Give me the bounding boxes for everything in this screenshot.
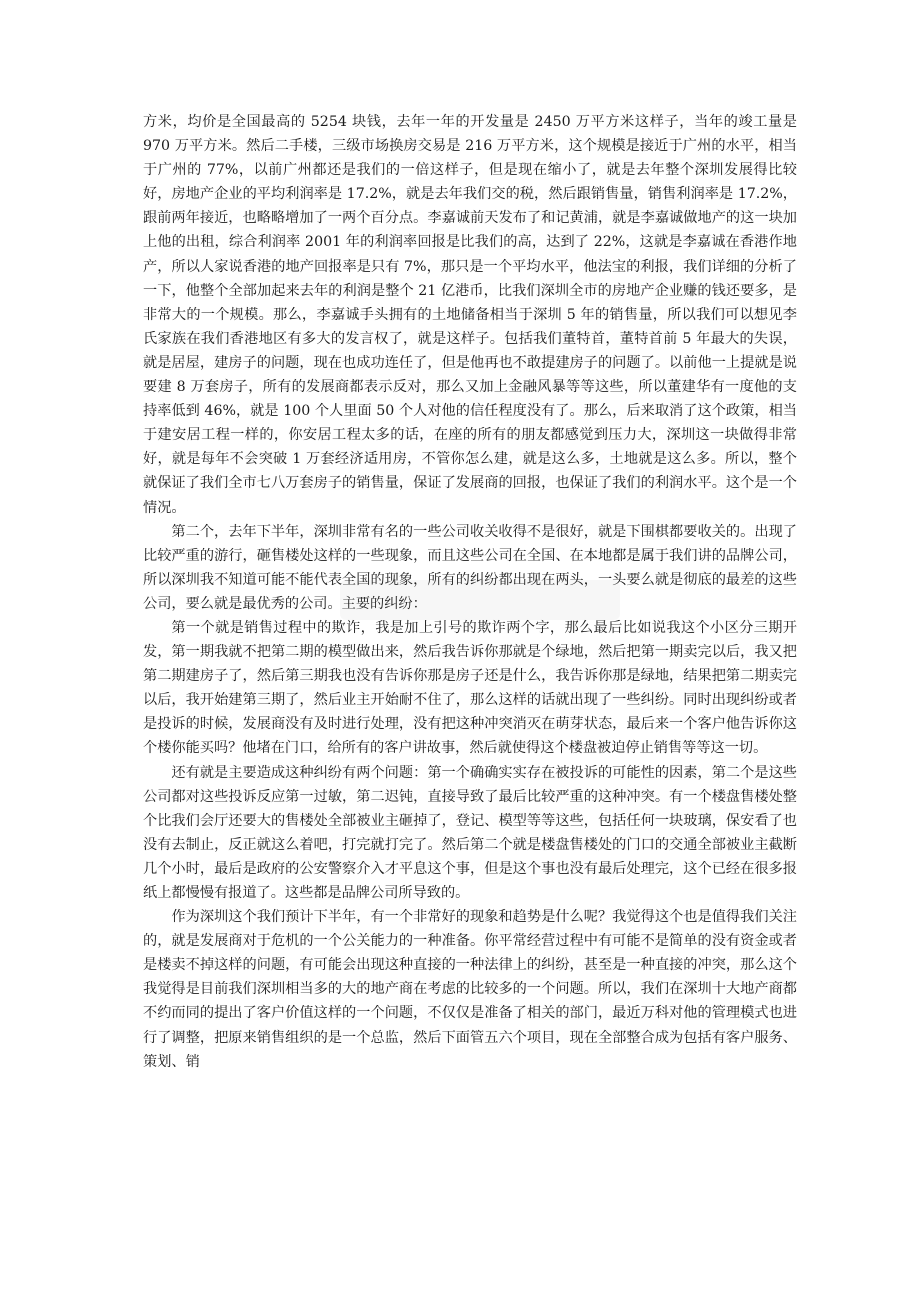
paragraph-3: 第一个就是销售过程中的欺诈，我是加上引号的欺诈两个字，那么最后比如说我这个小区分三期开发，第一期我就不把第二期的模型做出来，然后我告诉你那就是个绿地，然后把第一期卖完以后，我又把第二期建房子了，然后第三期我也没有告诉你那是房子还是什么，我告诉你那是绿地，结果把第二期卖完以后，我开始建第三期了，然后业主开始耐不住了，那么这样的话就出现了一些纠纷。同时出现纠纷或者是投诉的时候，发展商没有及时进行处理，没有把这种冲突消灭在萌芽状态，最后来一个客户他告诉你这个楼你能买吗？他堵在门口，给所有的客户讲故事，然后就使得这个楼盘被迫停止销售等等这一切。 <box>143 619 797 757</box>
paragraph-4: 还有就是主要造成这种纠纷有两个问题：第一个确确实实存在被投诉的可能性的因素，第二个是这些公司都对这些投诉反应第一过敏，第二迟钝，直接导致了最后比较严重的这种冲突。有一个楼盘售楼处整个比我们会厅还要大的售楼处全部被业主砸掉了，登记、模型等等这些，包括任何一块玻璃，保安看了也没有去制止，反正就这么着吧，打完就打完了。然后第二个就是楼盘售楼处的门口的交通全部被业主截断几个小时，最后是政府的公安警察介入才平息这个事，但是这个事也没有最后处理完，这个已经在很多报纸上都慢慢有报道了。这些都是品牌公司所导致的。 <box>143 764 797 901</box>
document-body <box>143 110 797 1074</box>
paragraph-5: 作为深圳这个我们预计下半年，有一个非常好的现象和趋势是什么呢？我觉得这个也是值得我们关注的，就是发展商对于危机的一个公关能力的一种准备。你平常经营过程中有可能不是简单的没有资金或者是楼卖不掉这样的问题，有可能会出现这种直接的一种法律上的纠纷，甚至是一种直接的冲突，那么这个我觉得是目前我们深圳相当多的大的地产商在考虑的比较多的一个问题。所以，我们在深圳十大地产商都不约而同的提出了客户价值这样的一个问题，不仅仅是准备了相关的部门，最近万科对他的管理模式也进行了调整，把原来销售组织的是一个总监，然后下面管五六个项目，现在全部整合成为包括有客户服务、策划、销 <box>143 909 797 1070</box>
paragraph-2: 第二个，去年下半年，深圳非常有名的一些公司收关收得不是很好，就是下围棋都要收关的。出现了比较严重的游行，砸售楼处这样的一些现象，而且这些公司在全国、在本地都是属于我们讲的品牌公司，所以深圳我不知道可能不能代表全国的现象，所有的纠纷都出现在两头，一头要么就是彻底的最差的这些公司，要么就是最优秀的公司。主要的纠纷： <box>143 523 797 612</box>
paragraph-1: 方米，均价是全国最高的 5254 块钱，去年一年的开发量是 2450 万平方米这样子，当年的竣工量是 970 万平方米。然后二手楼，三级市场换房交易是 216 万平方米，这个规模是接近于广州的水平，相当于广州的 77%，以前广州都还是我们的一倍这样子，但是现在缩小了，就是去年整个深圳发展得比较好，房地产企业的平均利润率是 17.2%，就是去年我们交的税，然后跟销售量，销售利润率是 17.2%，跟前两年接近，也略略增加了一两个百分点。李嘉诚前天发布了和记黄浦，就是李嘉诚做地产的这一块加上他的出租，综合利润率 2001 年的利润率回报是比我们的高，达到了 22%，这就是李嘉诚在香港作地产，所以人家说香港的地产回报率是只有 7%，那只是一个平均水平，他法宝的利报，我们详细的分析了一下，他整个全部加起来去年的利润是整个 21 亿港币，比我们深圳全市的房地产企业赚的钱还要多，是非常大的一个规模。那么，李嘉诚手头拥有的土地储备相当于深圳 5 年的销售量，所以我们可以想见李氏家族在我们香港地区有多大的发言权了，就是这样子。包括我们董特首，董特首前 5 年最大的失误，就是居屋，建房子的问题，现在也成功连任了，但是他再也不敢提建房子的问题了。以前他一上提就是说要建 8 万套房子，所有的发展商都表示反对，那么又加上金融风暴等等这些，所以董建华有一度他的支持率低到 46%，就是 100 个人里面 50 个人对他的信任程度没有了。那么，后来取消了这个政策，相当于建安居工程一样的，你安居工程太多的话，在座的所有的朋友都感觉到压力大，深圳这一块做得非常好，就是每年不会突破 1 万套经济适用房，不管你怎么建，就是这么多，土地就是这么多。所以，整个就保证了我们全市七八万套房子的销售量，保证了发展商的回报，也保证了我们的利润水平。这个是一个情况。 <box>143 114 797 516</box>
